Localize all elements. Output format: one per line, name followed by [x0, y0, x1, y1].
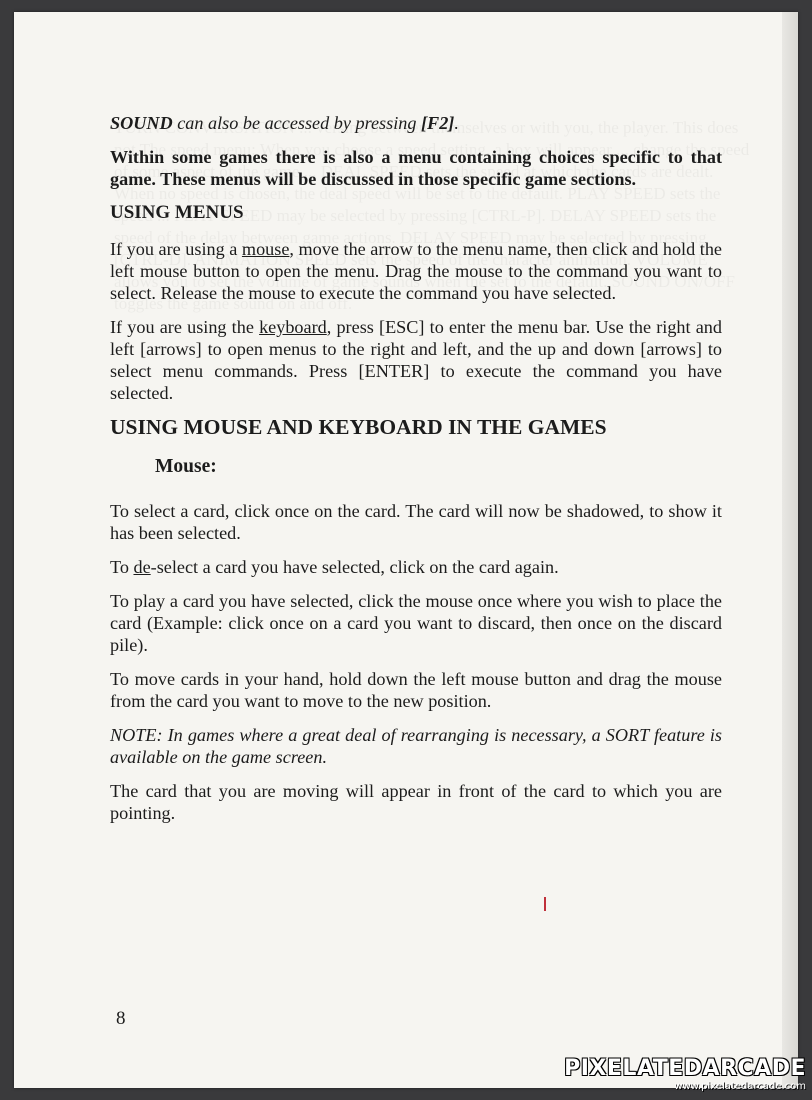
- game-menus-paragraph: Within some games there is also a menu containing choices specific to that game. These menus will be discussed in those specific game sections.: [110, 147, 722, 189]
- move-cards-paragraph: To move cards in your hand, hold down the left mouse button and drag the mouse from the card you want to move to the new position.: [110, 669, 722, 711]
- heading-mouse: Mouse:: [155, 456, 217, 477]
- sound-term: SOUND: [110, 113, 173, 133]
- manual-page: [14, 12, 798, 1088]
- keyboard-underlined: keyboard: [259, 317, 327, 337]
- keyboard-menu-text-b: , press [ESC] to enter the menu bar. Use the right and left [arrows] to open menus to the right and left, and the up and down [arrows] to select menu commands. Press [ENTER] to execute the command you have selected.: [110, 317, 722, 403]
- mouse-menu-text-b: , move the arrow to the menu name, then click and hold the left mouse button to open the menu. Drag the mouse to the command you want to select. Release the mouse to execute the command you have selected.: [110, 239, 722, 303]
- keyboard-menu-text-a: If you are using the: [110, 317, 260, 337]
- moving-card-paragraph: The card that you are moving will appear in front of the card to which you are pointing.: [110, 781, 722, 823]
- f2-key: [F2]: [421, 113, 455, 133]
- watermark-title: PIXELATEDARCADE: [564, 1056, 806, 1081]
- deselect-card-paragraph: [110, 556, 722, 578]
- keyboard-menu-paragraph: [110, 316, 722, 404]
- watermark: [564, 1056, 806, 1092]
- de-underlined: de: [133, 557, 151, 577]
- deselect-text-b: -select a card you have selected, click on the card again.: [150, 557, 559, 577]
- sound-paragraph: [110, 112, 722, 134]
- ink-mark: [544, 897, 546, 911]
- mouse-menu-paragraph: [110, 238, 722, 304]
- note-paragraph: NOTE: In games where a great deal of rearranging is necessary, a SORT feature is available on the game screen.: [110, 725, 722, 767]
- mouse-menu-text-a: If you are using a: [110, 239, 242, 259]
- watermark-url: www.pixelatedarcade.com: [674, 1081, 806, 1092]
- sound-text: can also be accessed by pressing: [172, 113, 421, 133]
- select-card-paragraph: To select a card, click once on the card. The card will now be shadowed, to show it has been selected.: [110, 501, 722, 543]
- mouse-underlined: mouse: [241, 239, 290, 259]
- play-card-paragraph: To play a card you have selected, click the mouse once where you wish to place the card (Example: click once on a card you want to discard, then once on the discard pile).: [110, 591, 722, 655]
- heading-using-menus: USING MENUS: [110, 202, 244, 223]
- page-edge: [782, 12, 798, 1088]
- page-content: [110, 112, 722, 836]
- page-number: 8: [116, 1008, 126, 1029]
- sound-period: .: [454, 113, 459, 133]
- deselect-text-a: To: [110, 557, 134, 577]
- heading-mouse-keyboard-games: USING MOUSE AND KEYBOARD IN THE GAMES: [110, 415, 607, 439]
